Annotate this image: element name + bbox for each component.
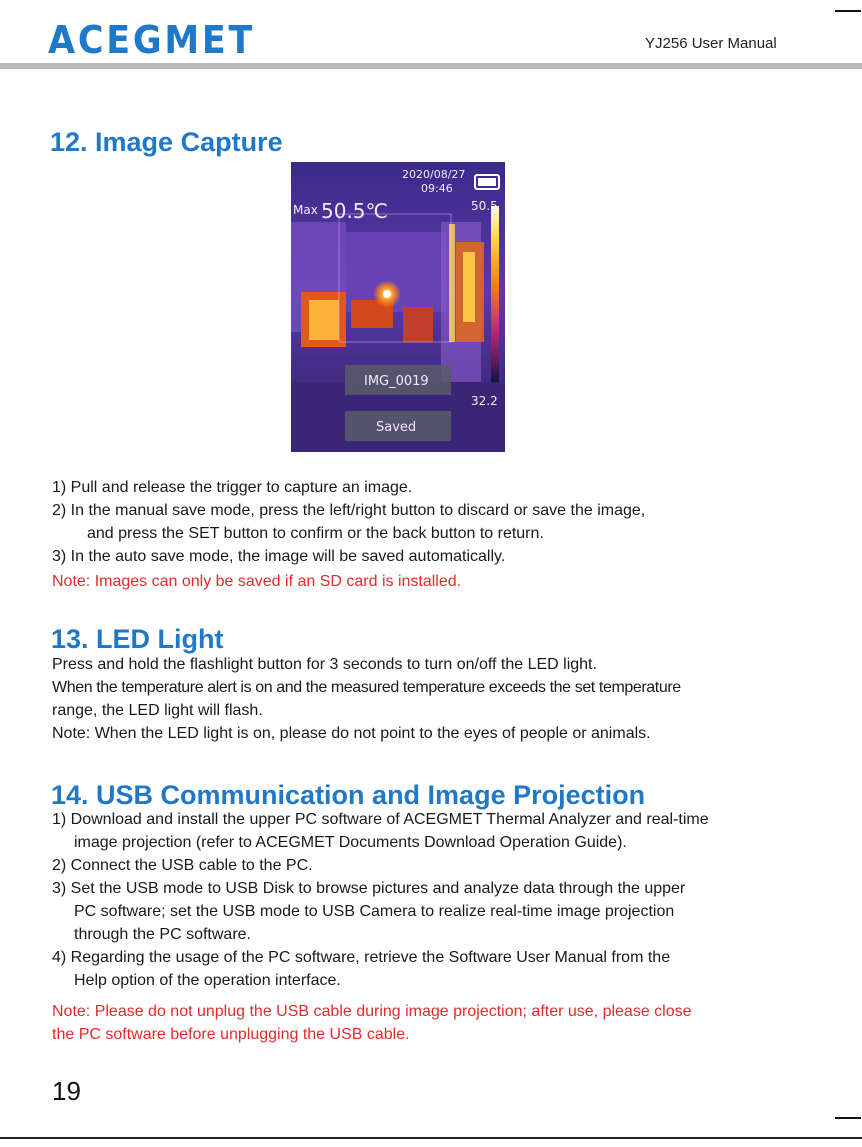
usb-step-3: 3) Set the USB mode to USB Disk to browse pictures and analyze data through the upper bbox=[52, 880, 686, 897]
usb-step-4: 4) Regarding the usage of the PC software, retrieve the Software User Manual from the bbox=[52, 949, 671, 966]
section-12-title: 12. Image Capture bbox=[50, 127, 283, 157]
brand-logo: ACEGMET bbox=[48, 18, 256, 62]
thermal-capture-image bbox=[291, 162, 505, 452]
led-line-3: range, the LED light will flash. bbox=[52, 702, 263, 719]
capture-date: 2020/08/27 bbox=[402, 168, 466, 181]
crop-mark-top bbox=[835, 10, 861, 12]
section-13-title: 13. LED Light bbox=[51, 624, 224, 654]
max-temperature: 50.5℃ bbox=[321, 199, 388, 223]
step-2: 2) In the manual save mode, press the left/right button to discard or save the image, bbox=[52, 502, 646, 519]
step-1: 1) Pull and release the trigger to capture an image. bbox=[52, 479, 413, 496]
usb-note-line-1: Note: Please do not unplug the USB cable during image projection; after use, please close bbox=[52, 1003, 692, 1020]
usb-step-3-continued-1: PC software; set the USB mode to USB Camera to realize real-time image projection bbox=[74, 903, 675, 920]
usb-step-2: 2) Connect the USB cable to the PC. bbox=[52, 857, 313, 874]
usb-step-1-continued: image projection (refer to ACEGMET Documents Download Operation Guide). bbox=[74, 834, 627, 851]
header-divider bbox=[0, 63, 862, 69]
usb-note-line-2: the PC software before unplugging the USB cable. bbox=[52, 1026, 410, 1043]
led-line-1: Press and hold the flashlight button for 3 seconds to turn on/off the LED light. bbox=[52, 656, 597, 673]
saved-status: Saved bbox=[376, 420, 417, 435]
footer-divider bbox=[0, 1137, 862, 1139]
step-3: 3) In the auto save mode, the image will be saved automatically. bbox=[52, 548, 506, 565]
max-label: Max bbox=[293, 203, 318, 217]
section-14-title: 14. USB Communication and Image Projection bbox=[51, 780, 646, 810]
page-number: 19 bbox=[52, 1076, 81, 1106]
thermal-image-graphic bbox=[291, 162, 505, 452]
manual-title: YJ256 User Manual bbox=[645, 35, 777, 52]
usb-step-4-continued: Help option of the operation interface. bbox=[74, 972, 341, 989]
usb-step-3-continued-2: through the PC software. bbox=[74, 926, 251, 943]
section-14-body bbox=[52, 808, 709, 992]
section-12-steps bbox=[52, 476, 645, 593]
step-2-continued: and press the SET button to confirm or the back button to return. bbox=[87, 525, 544, 542]
scale-max-value: 50.5 bbox=[471, 199, 498, 213]
led-line-4: Note: When the LED light is on, please do not point to the eyes of people or animals. bbox=[52, 725, 651, 742]
section-13-body bbox=[52, 653, 681, 745]
crop-mark-bottom bbox=[835, 1117, 861, 1119]
section-12-note: Note: Images can only be saved if an SD card is installed. bbox=[52, 573, 462, 590]
section-14-note bbox=[52, 1000, 692, 1046]
scale-min-value: 32.2 bbox=[471, 394, 498, 408]
capture-time: 09:46 bbox=[421, 182, 453, 195]
usb-step-1: 1) Download and install the upper PC software of ACEGMET Thermal Analyzer and real-time bbox=[52, 811, 709, 828]
capture-filename: IMG_0019 bbox=[364, 374, 429, 389]
led-line-2: When the temperature alert is on and the measured temperature exceeds the set temperature bbox=[52, 679, 681, 696]
